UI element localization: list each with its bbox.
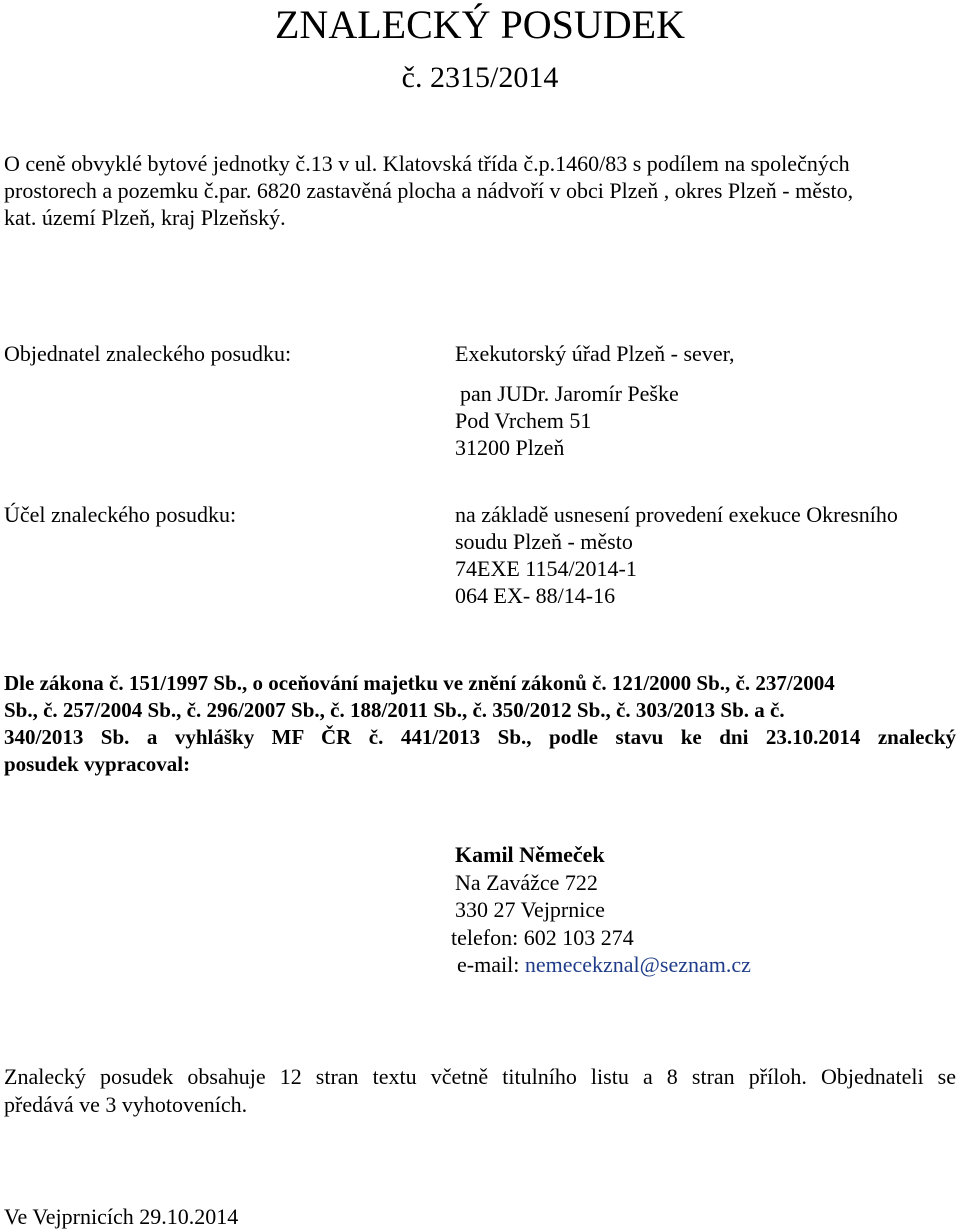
expert-phone: telefon: 602 103 274: [451, 924, 634, 950]
expert-email-label: e-mail:: [457, 952, 525, 977]
purpose-line-3: 74EXE 1154/2014-1: [455, 556, 637, 581]
expert-city: 330 27 Vejprnice: [455, 897, 605, 922]
document-number: č. 2315/2014: [401, 61, 559, 94]
document-title: ZNALECKÝ POSUDEK: [275, 2, 685, 47]
client-street: Pod Vrchem 51: [455, 408, 592, 433]
copies-note-line-2: předává ve 3 vyhotoveních.: [4, 1092, 248, 1117]
expert-email-link[interactable]: nemecekznal@seznam.cz: [524, 952, 751, 977]
purpose-block: [455, 501, 898, 609]
law-line-3: 340/2013 Sb. a vyhlášky MF ČR č. 441/2013 Sb., podle stavu ke dni 23.10.2014 znalecký: [4, 725, 956, 749]
purpose-line-4: 064 EX- 88/14-16: [455, 583, 616, 608]
law-line-2: Sb., č. 257/2004 Sb., č. 296/2007 Sb., č. 188/2011 Sb., č. 350/2012 Sb., č. 303/2013 Sb. a č.: [4, 698, 785, 722]
purpose-line-1: na základě usnesení provedení exekuce Okresního: [455, 502, 898, 527]
copies-note: [4, 1063, 956, 1119]
purpose-line-2: soudu Plzeň - město: [455, 529, 633, 554]
place-date: Ve Vejprnicích 29.10.2014: [4, 1204, 239, 1229]
client-label: Objednatel znaleckého posudku:: [4, 341, 292, 366]
expert-name: Kamil Němeček: [455, 842, 605, 867]
expert-street: Na Zavážce 722: [455, 869, 598, 895]
expert-email-row: [457, 951, 751, 979]
law-line-4: posudek vypracoval:: [4, 752, 191, 776]
subject-paragraph: [4, 150, 948, 231]
purpose-label: Účel znaleckého posudku:: [4, 502, 237, 527]
subject-line-1: O ceně obvyklé bytové jednotky č.13 v ul. Klatovská třída č.p.1460/83 s podílem na společných: [4, 151, 850, 176]
subject-line-2: prostorech a pozemku č.par. 6820 zastavěná plocha a nádvoří v obci Plzeň , okres Plzeň - město,: [4, 178, 854, 203]
client-person: pan JUDr. Jaromír Peške: [460, 381, 679, 406]
client-office: Exekutorský úřad Plzeň - sever,: [455, 341, 735, 366]
law-paragraph: [4, 670, 956, 778]
subject-line-3: kat. území Plzeň, kraj Plzeňský.: [4, 205, 286, 230]
client-city: 31200 Plzeň: [455, 435, 565, 460]
expert-block: [451, 841, 751, 979]
copies-note-line-1: Znalecký posudek obsahuje 12 stran textu včetně titulního listu a 8 stran příloh. Objednateli se: [4, 1064, 956, 1089]
law-line-1: Dle zákona č. 151/1997 Sb., o oceňování majetku ve znění zákonů č. 121/2000 Sb., č. 237/2004: [4, 671, 835, 695]
